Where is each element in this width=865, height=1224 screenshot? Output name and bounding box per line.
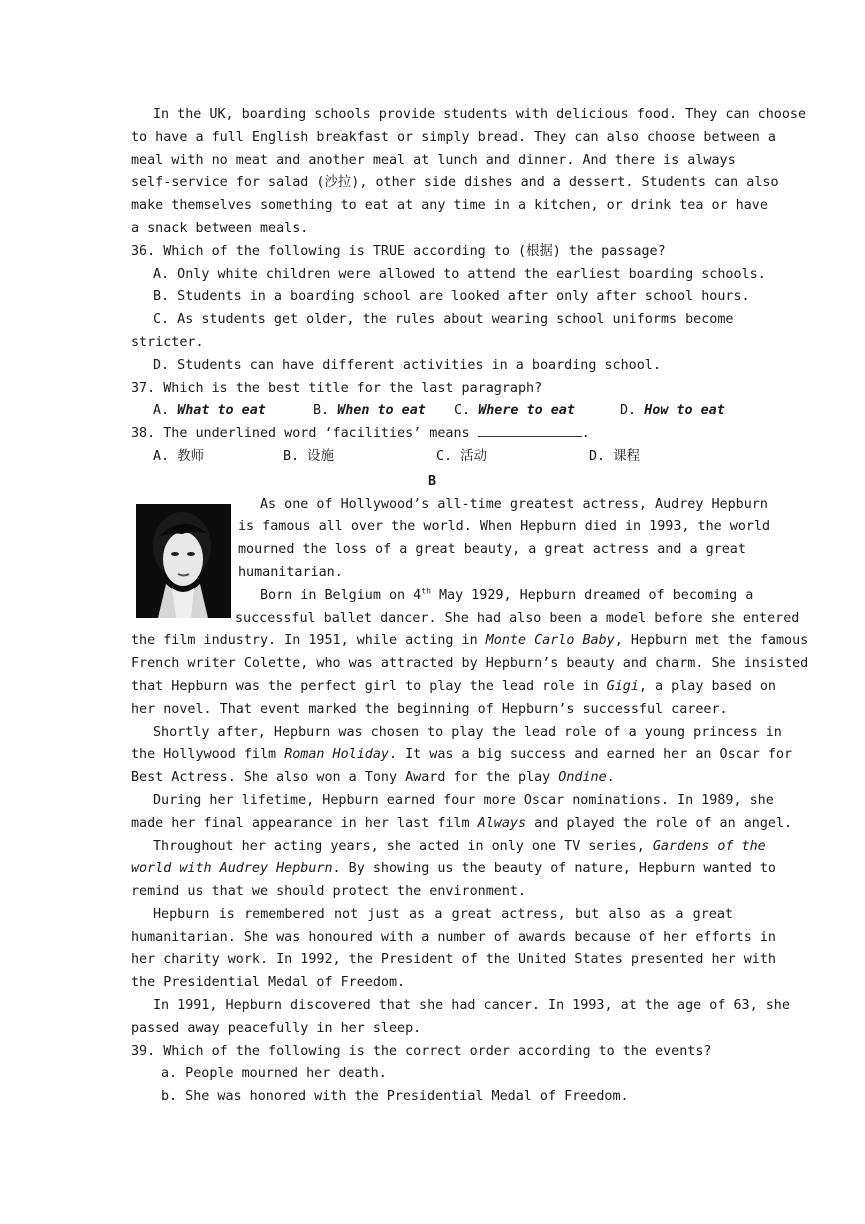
text-line: Hepburn is remembered not just as a great actress, but also as a great	[153, 906, 733, 922]
document-page	[131, 104, 809, 1109]
passage-b-paragraph-1	[238, 494, 771, 585]
text-line: is famous all over the world. When Hepburn died in 1993, the world	[238, 519, 771, 535]
text-line: In 1991, Hepburn discovered that she had cancer. In 1993, at the age of 63, she	[153, 998, 790, 1014]
passage-b-paragraph-7	[131, 995, 790, 1041]
text-line: the Presidential Medal of Freedom.	[131, 975, 406, 991]
question-stem: 36. Which of the following is TRUE according to (根据) the passage?	[131, 243, 666, 259]
question-39	[131, 1041, 733, 1109]
section-heading: B	[427, 473, 437, 489]
text-line: that Hepburn was the perfect girl to play the lead role in Gigi, a play based on	[131, 678, 776, 694]
text-line: Shortly after, Hepburn was chosen to play the lead role of a young princess in	[153, 724, 782, 740]
option-a: A. What to eat	[153, 403, 266, 419]
option-c: C. Where to eat	[454, 403, 575, 419]
text-line: humanitarian. She was honoured with a number of awards because of her efforts in	[131, 929, 776, 945]
text-line: Born in Belgium on 4th May 1929, Hepburn dreamed of becoming a	[260, 586, 754, 603]
text-line: a snack between meals.	[131, 220, 309, 236]
text-line: humanitarian.	[238, 564, 343, 580]
option-d: D. 课程	[589, 448, 640, 464]
text-line: the film industry. In 1951, while acting in Monte Carlo Baby, Hepburn met the famous	[131, 633, 809, 649]
portrait-image	[136, 504, 231, 618]
text-line: her charity work. In 1992, the President of the United States presented her with	[131, 952, 776, 968]
option-a: A. 教师	[153, 448, 204, 464]
text-line: make themselves something to eat at any time in a kitchen, or drink tea or have	[131, 198, 768, 214]
question-stem: 37. Which is the best title for the last paragraph?	[131, 380, 543, 396]
audrey-hepburn-photo	[136, 504, 231, 618]
text-line: As one of Hollywood’s all-time greatest actress, Audrey Hepburn	[260, 496, 768, 512]
text-line: remind us that we should protect the environment.	[131, 884, 527, 900]
answer-blank	[478, 424, 582, 437]
text-line: meal with no meat and another meal at lunch and dinner. And there is always	[131, 152, 736, 168]
text-line: to have a full English breakfast or simply bread. They can also choose between a	[131, 129, 776, 145]
option-c: C. 活动	[436, 448, 487, 464]
text-line: her novel. That event marked the beginning of Hepburn’s successful career.	[131, 701, 728, 717]
text-line: made her final appearance in her last film Always and played the role of an angel.	[131, 815, 793, 831]
question-36	[131, 241, 766, 378]
text-line: self-service for salad (沙拉), other side dishes and a dessert. Students can also	[131, 175, 779, 191]
text-line: successful ballet dancer. She had also been a model before she entered	[235, 610, 800, 626]
text-line: During her lifetime, Hepburn earned four more Oscar nominations. In 1989, she	[153, 792, 774, 808]
text-line: Best Actress. She also won a Tony Award for the play Ondine.	[131, 770, 615, 786]
option-b: B. When to eat	[313, 403, 426, 419]
text-line: mourned the loss of a great beauty, a great actress and a great	[238, 542, 746, 558]
option-c: C. As students get older, the rules about wearing school uniforms become	[153, 312, 734, 328]
text-line: world with Audrey Hepburn. By showing us the beauty of nature, Hepburn wanted to	[131, 861, 776, 877]
question-37	[131, 378, 733, 424]
options-row	[131, 400, 733, 423]
option-a: a. People mourned her death.	[161, 1066, 387, 1082]
passage-b-paragraph-6	[131, 904, 776, 995]
text-line: passed away peacefully in her sleep.	[131, 1020, 422, 1036]
option-d: D. Students can have different activities in a boarding school.	[153, 357, 661, 373]
options-row	[131, 446, 733, 469]
passage-b-paragraph-3	[131, 722, 793, 790]
passage-b-paragraph-5	[131, 836, 776, 904]
text-line: Throughout her acting years, she acted in only one TV series, Gardens of the	[153, 838, 766, 854]
question-stem: 39. Which of the following is the correct order according to the events?	[131, 1043, 712, 1059]
question-38	[131, 423, 733, 469]
option-b: B. 设施	[283, 448, 334, 464]
option-a: A. Only white children were allowed to attend the earliest boarding schools.	[153, 266, 766, 282]
text-line: French writer Colette, who was attracted by Hepburn’s beauty and charm. She insisted	[131, 656, 809, 672]
text-line: In the UK, boarding schools provide students with delicious food. They can choose	[153, 107, 807, 122]
option-b: b. She was honored with the Presidential Medal of Freedom.	[161, 1089, 629, 1105]
text-line: the Hollywood film Roman Holiday. It was a big success and earned her an Oscar for	[131, 747, 793, 763]
option-c-continued: stricter.	[131, 334, 204, 350]
passage-b-paragraph-4	[131, 790, 793, 836]
question-stem: 38. The underlined word ‘facilities’ means .	[131, 426, 590, 442]
passage-a-paragraph	[131, 104, 807, 241]
option-b: B. Students in a boarding school are looked after only after school hours.	[153, 289, 750, 305]
option-d: D. How to eat	[620, 403, 725, 419]
